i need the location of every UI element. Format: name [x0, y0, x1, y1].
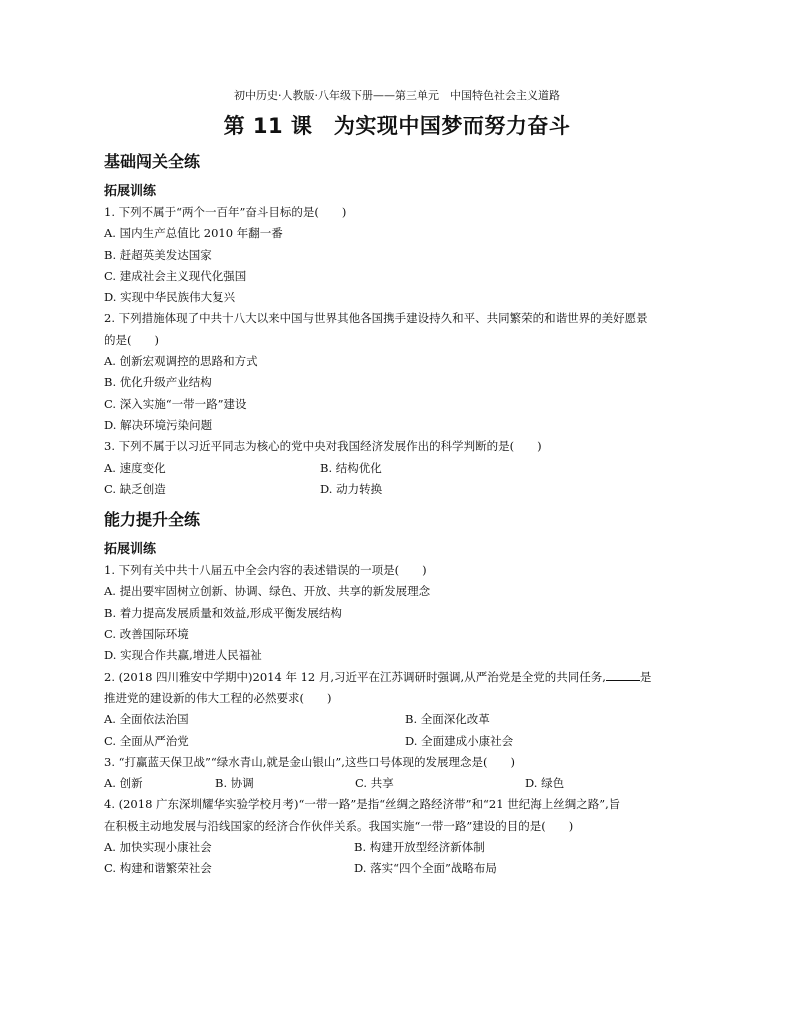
option-d: D. 实现中华民族伟大复兴: [104, 290, 236, 305]
question-1: [104, 202, 704, 308]
option-c: C. 全面从严治党: [104, 733, 189, 748]
stem-text: 是: [639, 669, 652, 684]
option-a: A. 全面依法治国: [104, 712, 189, 727]
option-c: C. 建成社会主义现代化强国: [104, 268, 247, 283]
option-d: D. 绿色: [525, 776, 565, 791]
question-stem: 3. “打赢蓝天保卫战”“绿水青山,就是金山银山”,这些口号体现的发展理念是( ): [104, 754, 515, 769]
options-row: [104, 858, 704, 879]
sub-title: 拓展训练: [104, 542, 157, 558]
option-d: D. 全面建成小康社会: [405, 733, 514, 748]
section-basic: [104, 148, 704, 500]
question-stem-line1: 4. (2018 广东深圳耀华实验学校月考)“一带一路”是指“丝绸之路经济带”和“21 世纪海上丝绸之路”,旨: [104, 797, 621, 812]
question-2: [104, 667, 704, 752]
question-stem: 1. 下列不属于“两个一百年”奋斗目标的是( ): [104, 205, 347, 219]
option-a: A. 速度变化: [104, 460, 166, 475]
question-4: [104, 794, 704, 879]
question-stem-line2: 在积极主动地发展与沿线国家的经济合作伙伴关系。我国实施“一带一路”建设的目的是( ): [104, 818, 574, 833]
options-row: [104, 837, 704, 858]
option-c: C. 缺乏创造: [104, 481, 166, 496]
sub-title: 拓展训练: [104, 184, 157, 199]
option-a: A. 提出要牢固树立创新、协调、绿色、开放、共享的新发展理念: [104, 584, 431, 599]
option-a: A. 创新: [104, 776, 143, 791]
option-c: C. 改善国际环境: [104, 627, 189, 642]
question-stem-line1: 2. 下列措施体现了中共十八大以来中国与世界其他各国携手建设持久和平、共同繁荣的和谐世界的美好愿景: [104, 311, 648, 326]
content: [104, 148, 704, 880]
option-c: C. 共享: [355, 776, 394, 791]
option-d: D. 动力转换: [320, 481, 383, 496]
option-d: D. 落实“四个全面”战略布局: [354, 861, 497, 876]
options-row: [104, 479, 704, 500]
option-b: B. 着力提高发展质量和效益,形成平衡发展结构: [104, 605, 342, 620]
lesson-title: 第 11 课 为实现中国梦而努力奋斗: [223, 114, 571, 138]
answer-blank: [606, 668, 640, 681]
question-stem-line1: [104, 667, 704, 688]
option-a: A. 加快实现小康社会: [104, 840, 212, 855]
question-2: [104, 308, 704, 436]
option-a: A. 创新宏观调控的思路和方式: [104, 354, 258, 369]
options-row: [104, 709, 704, 730]
option-b: B. 构建开放型经济新体制: [354, 840, 485, 855]
option-b: B. 赶超英美发达国家: [104, 247, 212, 262]
section-title: 基础闯关全练: [104, 152, 201, 171]
option-d: D. 解决环境污染问题: [104, 417, 213, 432]
section-advanced: [104, 506, 704, 879]
option-d: D. 实现合作共赢,增进人民福祉: [104, 648, 262, 663]
stem-text: 2. (2018 四川雅安中学期中)2014 年 12 月,习近平在江苏调研时强调,从严治党是全党的共同任务,: [104, 669, 606, 684]
option-b: B. 全面深化改革: [405, 712, 490, 727]
section-title: 能力提升全练: [104, 510, 201, 530]
question-1: [104, 560, 704, 666]
options-row: [104, 458, 704, 479]
options-row: [104, 731, 704, 752]
question-stem: 1. 下列有关中共十八届五中全会内容的表述错误的一项是( ): [104, 563, 427, 578]
option-b: B. 优化升级产业结构: [104, 375, 212, 390]
page-header: 初中历史·人教版·八年级下册——第三单元 中国特色社会主义道路: [234, 89, 560, 102]
option-b: B. 结构优化: [320, 460, 382, 475]
option-c: C. 构建和谐繁荣社会: [104, 861, 212, 876]
option-b: B. 协调: [215, 776, 254, 791]
option-a: A. 国内生产总值比 2010 年翻一番: [104, 226, 283, 241]
question-stem-line2: 推进党的建设新的伟大工程的必然要求( ): [104, 690, 332, 705]
options-row: [104, 773, 704, 794]
question-3: [104, 752, 704, 795]
question-stem: 3. 下列不属于以习近平同志为核心的党中央对我国经济发展作出的科学判断的是( ): [104, 439, 542, 454]
question-3: [104, 436, 704, 500]
question-stem-line2: 的是( ): [104, 332, 159, 347]
option-c: C. 深入实施“一带一路”建设: [104, 396, 247, 411]
